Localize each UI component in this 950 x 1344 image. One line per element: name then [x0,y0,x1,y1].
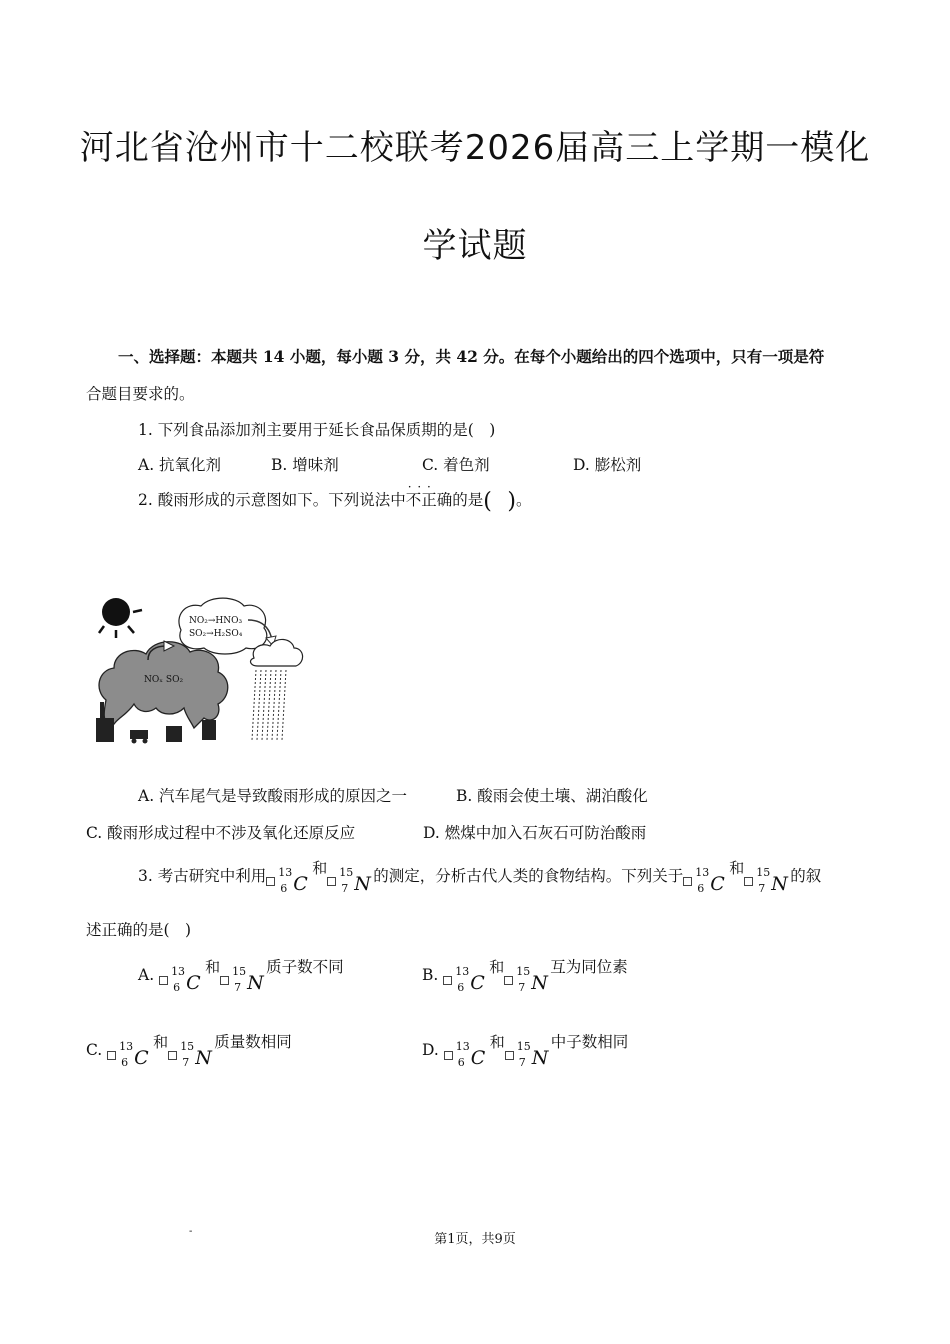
chimney-icon [202,720,216,740]
section-intro: 一、选择题：本题共 14 小题，每小题 3 分，共 42 分。在每个小题给出的四个选项中，只有一项是符 [118,347,825,366]
reaction-cloud [179,598,267,654]
q3-stem-pre: 3. 考古研究中利用 [138,867,267,885]
q2-stem-end: 。 [515,491,532,509]
q2-paren-close: ) [507,489,516,514]
nuclide-n15: 15 7 N [504,964,550,994]
q2-option-b: B. 酸雨会使土壤、湖泊酸化 [456,787,648,805]
and-word: 和 [312,859,328,877]
q3-option-d: D. 13 6 C 和 15 7 N 中子数相同 [422,1033,629,1069]
q1-option-b: B. 增味剂 [271,456,339,474]
nuclide-c13: 13 6 C [683,865,729,895]
q2-stem-pre: 2. 酸雨形成的示意图如下。下列说法中 [138,491,406,509]
q1-option-d: D. 膨松剂 [573,456,642,474]
factory-icon [96,718,114,742]
nuclide-n15: 15 7 N [744,865,790,895]
nuclide-c13: 13 6 C [107,1039,153,1069]
nuclide-n15: 15 7 N [505,1039,551,1069]
q2-stem-emphasis: · · · 不正确 [406,491,453,509]
nuclide-c13: 13 6 C [444,1039,490,1069]
nuclide-n15: 15 7 N [327,865,373,895]
q3-stem [138,857,821,895]
q3-stem-mid: 的测定，分析古代人类的食物结构。下列关于 [373,867,684,885]
sun-icon [102,598,130,626]
nuclide-c13: 13 6 C [266,865,312,895]
car-icon [130,730,148,739]
section-intro-cont: 合题目要求的。 [86,385,195,403]
q3-stem-end: 的叙 [790,867,822,885]
q3-option-a: A. 13 6 C 和 15 7 N 质子数不同 [138,958,344,994]
q2-stem-post: 的是 [452,491,484,509]
q2-stem [138,488,531,514]
pollution-cloud [99,642,228,730]
acid-rain-diagram [86,590,306,750]
q3-stem-cont: 述正确的是( ) [86,921,192,939]
q3-option-b: B. 13 6 C 和 15 7 N 互为同位素 [422,958,628,994]
nuclide-c13: 13 6 C [443,964,489,994]
nuclide-n15: 15 7 N [220,964,266,994]
nuclide-n15: 15 7 N [168,1039,214,1069]
nuclide-c13: 13 6 C [159,964,205,994]
and-word: 和 [729,859,745,877]
diagram-reaction-1: NO₂→HNO₃ [189,616,243,626]
q1-stem: 1. 下列食品添加剂主要用于延长食品保质期的是( ) [138,421,496,439]
page-number: 第1页，共9页 [434,1232,516,1247]
house-icon [166,726,182,742]
rain-lines [252,670,286,740]
document-title-line2: 学试题 [422,226,528,266]
q1-option-a: A. 抗氧化剂 [138,456,222,474]
footer-mark: - [189,1226,193,1237]
q2-option-a: A. 汽车尾气是导致酸雨形成的原因之一 [138,787,408,805]
diagram-cloud-label: NOₓ SO₂ [144,675,184,685]
diagram-reaction-2: SO₂→H₂SO₄ [189,629,243,639]
q2-paren-open: ( [483,489,492,514]
document-title-line1: 河北省沧州市十二校联考2026届高三上学期一模化 [79,128,871,168]
q2-option-d: D. 燃煤中加入石灰石可防治酸雨 [423,824,647,842]
q2-option-c: C. 酸雨形成过程中不涉及氧化还原反应 [86,824,356,842]
q1-option-c: C. 着色剂 [422,456,490,474]
q3-option-c: C. 13 6 C 和 15 7 N 质量数相同 [86,1033,292,1069]
